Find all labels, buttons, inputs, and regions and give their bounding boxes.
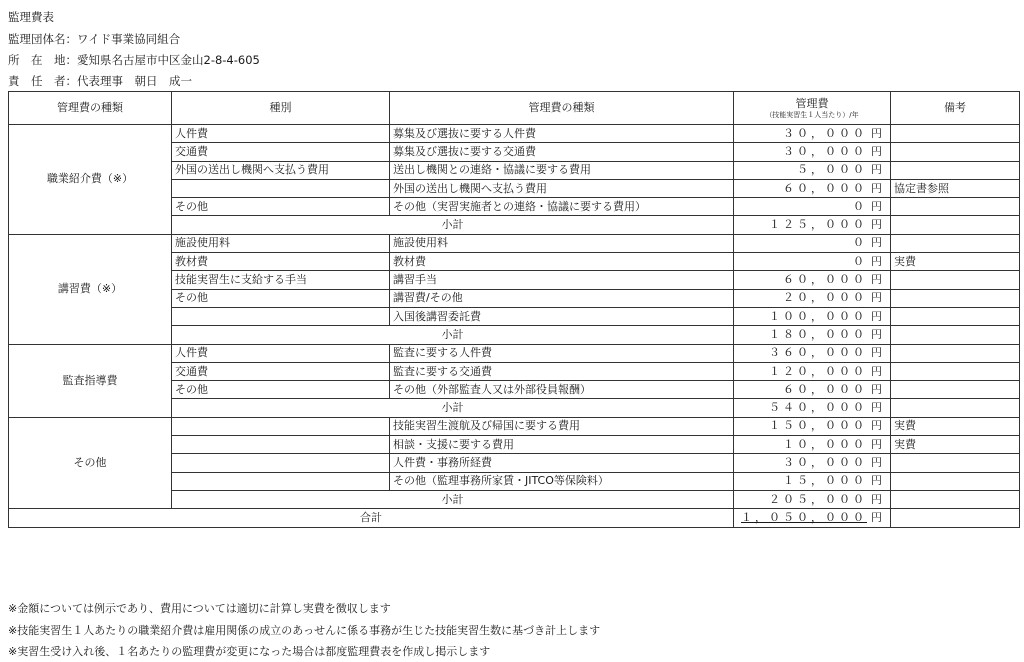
fee-detail: 教材費: [390, 253, 734, 271]
fee-amount-value: ０: [853, 236, 867, 250]
fee-type: [172, 454, 390, 472]
subtotal-label: 小計: [172, 326, 734, 344]
yen-unit: 円: [871, 218, 882, 232]
fee-amount: [734, 253, 891, 271]
subtotal-amount-value: １２５，０００: [769, 218, 867, 232]
fee-amount: [734, 472, 891, 490]
yen-unit: 円: [871, 126, 882, 140]
fee-amount-value: ２０，０００: [783, 291, 867, 305]
fee-type: [172, 179, 390, 197]
table-row: [9, 234, 1020, 252]
subtotal-remarks: [891, 490, 1020, 508]
header-category: 管理費の種類: [9, 92, 172, 125]
total-amount: [734, 509, 891, 527]
subtotal-label: 小計: [172, 399, 734, 417]
fee-amount: [734, 344, 891, 362]
address-line: 所 在 地：愛知県名古屋市中区金山2-8-4-605: [8, 53, 260, 67]
fee-amount: [734, 179, 891, 197]
yen-unit: 円: [871, 346, 882, 360]
fee-remarks: 協定書参照: [891, 179, 1020, 197]
document-title: 監理費表: [8, 10, 54, 24]
header-type: 種別: [172, 92, 390, 125]
fee-type: その他: [172, 198, 390, 216]
fee-detail: 送出し機関との連絡・協議に要する費用: [390, 161, 734, 179]
header-fee: [734, 92, 891, 125]
yen-unit: 円: [871, 236, 882, 250]
fee-detail: 講習手当: [390, 271, 734, 289]
total-amount-value: １，０５０，０００: [741, 510, 867, 524]
fee-remarks: [891, 161, 1020, 179]
fee-remarks: [891, 289, 1020, 307]
fee-type: [172, 417, 390, 435]
fee-type: [172, 436, 390, 454]
fee-category: 講習費（※）: [9, 234, 172, 344]
header-fee-label: 管理費: [795, 96, 829, 110]
subtotal-amount-value: ２０５，０００: [769, 492, 867, 506]
fee-amount-value: ０: [853, 254, 867, 268]
fee-remarks: [891, 307, 1020, 325]
organization-name: 監理団体名：ワイド事業協同組合: [8, 32, 181, 46]
subtotal-amount: [734, 326, 891, 344]
table-body: [9, 125, 1020, 528]
fee-amount: [734, 289, 891, 307]
fee-detail: その他（実習実施者との連絡・協議に要する費用）: [390, 198, 734, 216]
subtotal-amount: [734, 399, 891, 417]
fee-category: 職業紹介費（※）: [9, 125, 172, 235]
note-3: ※実習生受け入れ後、１名あたりの監理費が変更になった場合は都度監理費表を作成し掲示します: [8, 645, 491, 658]
fee-remarks: 実費: [891, 253, 1020, 271]
fee-remarks: [891, 198, 1020, 216]
table-row: [9, 417, 1020, 435]
manager-line: 責 任 者：代表理事 朝日 成一: [8, 74, 192, 88]
fee-detail: 監査に要する交通費: [390, 362, 734, 380]
yen-unit: 円: [871, 273, 882, 287]
fee-amount-value: ３０，０００: [783, 126, 867, 140]
fee-remarks: [891, 454, 1020, 472]
note-1: ※金額については例示であり、費用については適切に計算し実費を徴収します: [8, 602, 391, 615]
fee-detail: その他（監理事務所家賃・JITCO等保険料）: [390, 472, 734, 490]
total-label: 合計: [9, 509, 734, 527]
fee-remarks: [891, 234, 1020, 252]
subtotal-remarks: [891, 216, 1020, 234]
fee-type: 教材費: [172, 253, 390, 271]
fee-type: その他: [172, 289, 390, 307]
note-2: ※技能実習生１人あたりの職業紹介費は雇用関係の成立のあっせんに係る事務が生じた技能実習生数に基づき計上します: [8, 624, 601, 637]
fee-amount: [734, 454, 891, 472]
header-detail: 管理費の種類: [390, 92, 734, 125]
header-remarks: 備考: [891, 92, 1020, 125]
fee-detail: その他（外部監査人又は外部役員報酬）: [390, 381, 734, 399]
header-fee-sublabel: （技能実習生１人当たり）/年: [765, 110, 859, 119]
yen-unit: 円: [871, 144, 882, 158]
fee-remarks: [891, 472, 1020, 490]
fee-amount-value: ６０，０００: [783, 181, 867, 195]
table-row: [9, 125, 1020, 143]
fee-type: [172, 472, 390, 490]
fee-type: 施設使用料: [172, 234, 390, 252]
fee-amount-value: １５，０００: [783, 474, 867, 488]
subtotal-label: 小計: [172, 216, 734, 234]
fee-remarks: 実費: [891, 436, 1020, 454]
subtotal-amount-value: ５４０，０００: [769, 401, 867, 415]
fee-detail: 外国の送出し機関へ支払う費用: [390, 179, 734, 197]
yen-unit: 円: [871, 474, 882, 488]
fee-detail: 人件費・事務所経費: [390, 454, 734, 472]
fee-amount-value: １００，０００: [769, 309, 867, 323]
fee-remarks: [891, 362, 1020, 380]
yen-unit: 円: [871, 455, 882, 469]
fee-amount: [734, 143, 891, 161]
fee-amount: [734, 161, 891, 179]
fee-amount: [734, 234, 891, 252]
fee-detail: 募集及び選抜に要する人件費: [390, 125, 734, 143]
subtotal-amount: [734, 216, 891, 234]
fee-remarks: [891, 381, 1020, 399]
fee-remarks: [891, 143, 1020, 161]
fee-amount-value: ６０，０００: [783, 382, 867, 396]
fee-amount-value: ３０，０００: [783, 455, 867, 469]
fee-type: その他: [172, 381, 390, 399]
fee-amount: [734, 362, 891, 380]
yen-unit: 円: [871, 492, 882, 506]
yen-unit: 円: [871, 199, 882, 213]
table-row: [9, 344, 1020, 362]
fee-amount-value: ０: [853, 199, 867, 213]
management-fee-table: [8, 91, 1020, 528]
subtotal-amount: [734, 490, 891, 508]
fee-amount-value: ５，０００: [797, 163, 867, 177]
subtotal-amount-value: １８０，０００: [769, 327, 867, 341]
fee-amount: [734, 271, 891, 289]
fee-detail: 講習費/その他: [390, 289, 734, 307]
yen-unit: 円: [871, 510, 882, 524]
yen-unit: 円: [871, 291, 882, 305]
yen-unit: 円: [871, 327, 882, 341]
fee-remarks: [891, 125, 1020, 143]
fee-amount-value: ６０，０００: [783, 273, 867, 287]
fee-detail: 技能実習生渡航及び帰国に要する費用: [390, 417, 734, 435]
fee-amount-value: １０，０００: [783, 437, 867, 451]
fee-amount: [734, 307, 891, 325]
total-remarks: [891, 509, 1020, 527]
total-row: [9, 509, 1020, 527]
fee-type: 人件費: [172, 125, 390, 143]
fee-remarks: [891, 271, 1020, 289]
yen-unit: 円: [871, 382, 882, 396]
fee-detail: 募集及び選抜に要する交通費: [390, 143, 734, 161]
fee-amount: [734, 125, 891, 143]
yen-unit: 円: [871, 309, 882, 323]
fee-category: 監査指導費: [9, 344, 172, 417]
fee-amount-value: ３０，０００: [783, 144, 867, 158]
yen-unit: 円: [871, 364, 882, 378]
fee-type: 人件費: [172, 344, 390, 362]
fee-remarks: 実費: [891, 417, 1020, 435]
fee-amount-value: １２０，０００: [769, 364, 867, 378]
subtotal-label: 小計: [172, 490, 734, 508]
yen-unit: 円: [871, 254, 882, 268]
fee-type: 外国の送出し機関へ支払う費用: [172, 161, 390, 179]
yen-unit: 円: [871, 163, 882, 177]
subtotal-remarks: [891, 399, 1020, 417]
fee-detail: 相談・支援に要する費用: [390, 436, 734, 454]
fee-amount-value: １５０，０００: [769, 419, 867, 433]
fee-detail: 監査に要する人件費: [390, 344, 734, 362]
fee-amount-value: ３６０，０００: [769, 346, 867, 360]
fee-type: [172, 307, 390, 325]
yen-unit: 円: [871, 419, 882, 433]
subtotal-remarks: [891, 326, 1020, 344]
fee-amount: [734, 417, 891, 435]
fee-detail: 施設使用料: [390, 234, 734, 252]
fee-detail: 入国後講習委託費: [390, 307, 734, 325]
fee-remarks: [891, 344, 1020, 362]
fee-type: 交通費: [172, 362, 390, 380]
fee-amount: [734, 381, 891, 399]
yen-unit: 円: [871, 437, 882, 451]
fee-category: その他: [9, 417, 172, 508]
yen-unit: 円: [871, 401, 882, 415]
fee-amount: [734, 198, 891, 216]
table-header-row: [9, 92, 1020, 125]
yen-unit: 円: [871, 181, 882, 195]
fee-type: 技能実習生に支給する手当: [172, 271, 390, 289]
fee-amount: [734, 436, 891, 454]
fee-type: 交通費: [172, 143, 390, 161]
